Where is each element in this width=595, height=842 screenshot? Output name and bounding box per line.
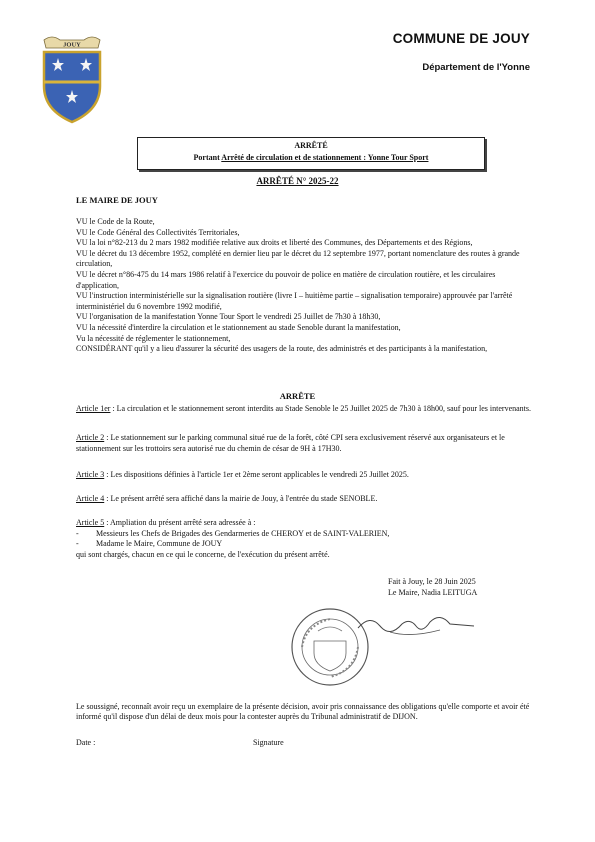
consideration-item: VU la loi n°82-213 du 2 mars 1982 modifiée relative aux droits et liberté des Communes, des Départements et des Régions, bbox=[76, 238, 473, 248]
considerations-list bbox=[76, 217, 531, 355]
recipient-1: Messieurs les Chefs de Brigades des Gendarmeries de CHEROY et de SAINT-VALERIEN, bbox=[96, 528, 390, 538]
consideration-item: VU l'instruction interministérielle sur la signalisation routière (livre I – huitième partie – signalisation temporaire) approuvée par l'arrêté interministériel du 6 novembre 1992 modifié, bbox=[76, 291, 513, 311]
article-1-text: : La circulation et le stationnement seront interdits au Stade Senoble le 25 Juillet 2025 de 7h30 à 18h00, sauf pour les intervenants. bbox=[110, 404, 532, 413]
departement-subtitle: Département de l'Yonne bbox=[422, 62, 530, 73]
title-box-heading: ARRÊTÉ bbox=[294, 141, 328, 150]
article-4-text: : Le présent arrêté sera affiché dans la mairie de Jouy, à l'entrée du stade SENOBLE. bbox=[104, 494, 378, 503]
article-4-label: Article 4 bbox=[76, 494, 105, 503]
consideration-item: VU le Code de la Route, bbox=[76, 217, 155, 226]
coat-of-arms-icon bbox=[38, 34, 106, 126]
article-2-label: Article 2 bbox=[76, 433, 105, 442]
article-4 bbox=[76, 494, 531, 505]
list-item: - Messieurs les Chefs de Brigades des Gendarmeries de CHEROY et de SAINT-VALERIEN, bbox=[76, 528, 390, 538]
article-5-label: Article 5 bbox=[76, 518, 105, 527]
consideration-item: CONSIDÉRANT qu'il y a lieu d'assurer la sécurité des usagers de la route, des administrés et des participants à la manifestation, bbox=[76, 344, 488, 354]
article-5-text: : Ampliation du présent arrêté sera adressée à : bbox=[104, 518, 256, 527]
crest-banner: JOUY bbox=[63, 41, 81, 49]
handwritten-signature-icon bbox=[350, 604, 480, 644]
commune-title: COMMUNE DE JOUY bbox=[392, 31, 530, 46]
recipient-2: Madame le Maire, Commune de JOUY bbox=[96, 539, 223, 549]
consideration-item: VU le Code Général des Collectivités Territoriales, bbox=[76, 227, 240, 237]
article-3-label: Article 3 bbox=[76, 470, 105, 479]
article-1 bbox=[76, 404, 531, 415]
consideration-item: VU la nécessité d'interdire la circulation et le stationnement au stade Senoble durant la manifestation, bbox=[76, 322, 401, 332]
mayor-name: Le Maire, Nadia LEITUGA bbox=[388, 587, 478, 597]
arrete-number: ARRÊTÉ N° 2025-22 bbox=[256, 176, 339, 186]
article-3-text: : Les dispositions définies à l'article 1er et 2ème seront applicables le vendredi 25 Juillet 2025. bbox=[104, 470, 409, 479]
acknowledgement-text: Le soussigné, reconnaît avoir reçu un exemplaire de la présente décision, avoir pris connaissance des obligations qu'elle comporte et avoir été informé qu'il dispose d'un délai de deux mois pour la contester auprès du Tribunal administratif de DIJON. bbox=[76, 702, 530, 722]
list-item: - Madame le Maire, Commune de JOUY bbox=[76, 539, 223, 549]
article-5 bbox=[76, 518, 531, 560]
article-5-closing: qui sont chargés, chacun en ce qui le concerne, de l'exécution du présent arrêté. bbox=[76, 549, 330, 559]
title-box bbox=[137, 137, 485, 170]
consideration-item: Vu la nécessité de réglementer le stationnement, bbox=[76, 333, 231, 343]
maire-heading: LE MAIRE DE JOUY bbox=[76, 195, 158, 205]
article-2 bbox=[76, 433, 531, 454]
consideration-item: VU le décret du 13 décembre 1952, complété en dernier lieu par le décret du 12 septembre 1977, portant nomenclature des routes à grande circulation, bbox=[76, 248, 520, 269]
consideration-item: VU le décret n°86-475 du 14 mars 1986 relatif à l'exercice du pouvoir de police en matière de circulation routière, et les circulaires d'application, bbox=[76, 269, 496, 290]
signature-label: Signature bbox=[253, 738, 284, 747]
signature-block bbox=[388, 577, 477, 598]
arrete-heading: ARRÊTE bbox=[279, 391, 316, 401]
title-box-prefix: Portant bbox=[193, 153, 222, 162]
date-label: Date : bbox=[76, 738, 96, 747]
consideration-item: VU l'organisation de la manifestation Yonne Tour Sport le vendredi 25 Juillet de 7h30 à 18h30, bbox=[76, 312, 381, 322]
title-box-subject bbox=[138, 153, 484, 162]
article-3 bbox=[76, 470, 531, 481]
place-date: Fait à Jouy, le 28 Juin 2025 bbox=[388, 577, 476, 586]
title-box-subject-text: Arrêté de circulation et de stationnement : Yonne Tour Sport bbox=[221, 153, 429, 162]
article-1-label: Article 1er bbox=[76, 404, 111, 413]
article-2-text: : Le stationnement sur le parking communal situé rue de la forêt, côté CPI sera exclusivement réservé aux organisateurs et le stationnement sur les trottoirs sera autorisé rue du chemin de césar de 9H à 17H30. bbox=[76, 433, 505, 453]
